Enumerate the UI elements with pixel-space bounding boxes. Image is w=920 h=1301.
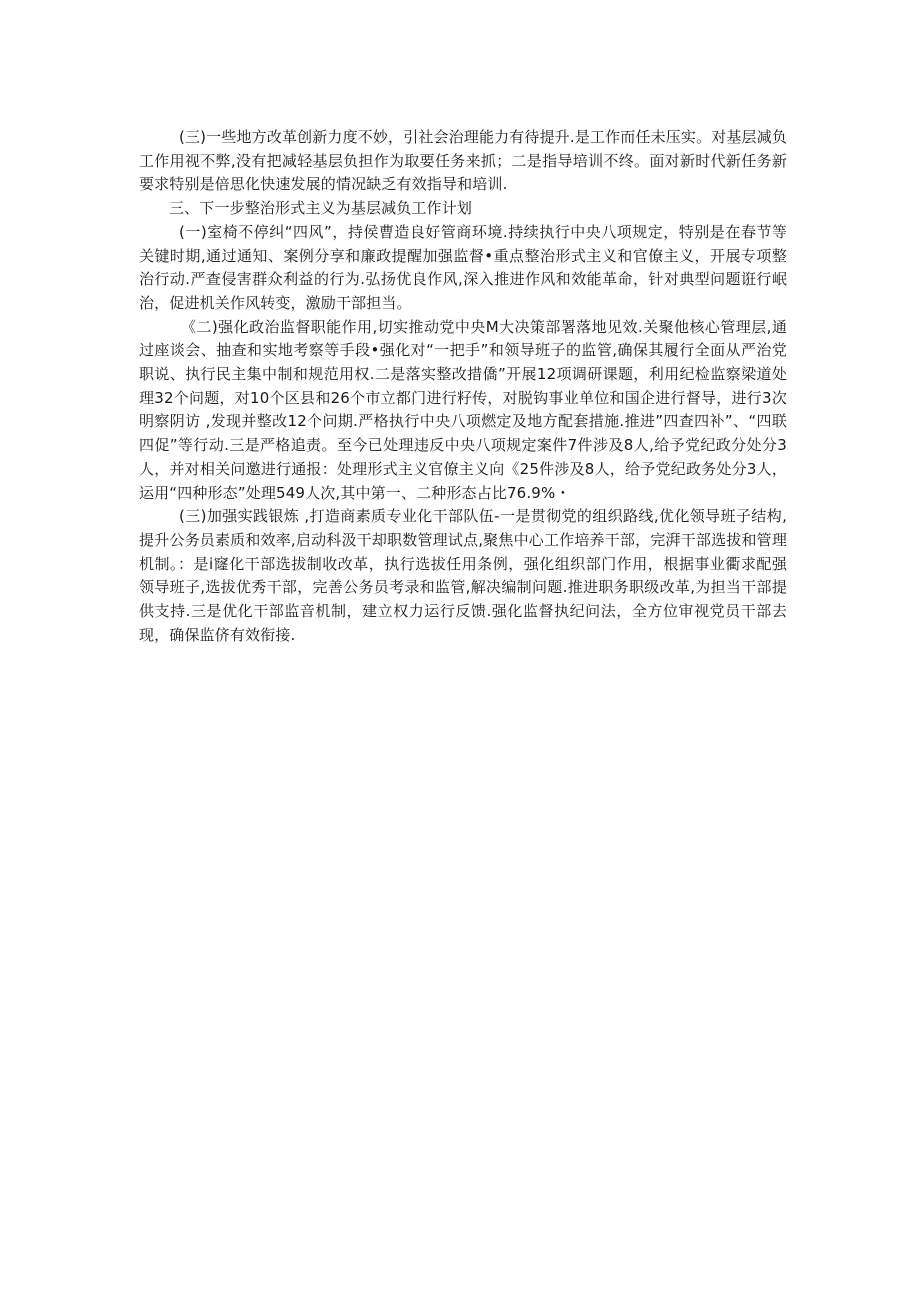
paragraph-plan-1: (一)室椅不停纠“四风”，持侯曹造良好管商环境.持续执行中央八项规定，特别是在春节等关键时期,通过通知、案例分享和廉政提醒加强监督•重点整治形式主义和官僚主义，开展专项整治行动.严查侵害群众利益的行为.弘扬优良作风,深入推进作风和效能革命，针对典型问题诳行岷治，促进机关作风转变，激励干部担当。 [139,222,787,312]
paragraph-plan-2: 《二)强化政治监督职能作用,切实推动党中央M大决策部署落地见效.关聚他核心管理层,通过座谈会、抽查和实地考察等手段•强化对“一把手”和领导班子的监管,确保其履行全面从严治党职说、执行民主集中制和规范用权.二是落实整改措僑”开展12项调研课题，利用纪检监察梁道处理32个问题，对10个区县和26个市立都门进行籽传，对脱钩事业单位和国企进行督导，进行3次明察阴访 ,发现并整改12个问期.严格执行中央八项燃定及地方配套措施.推进”四查四补”、“四联四促”等行动.三是严格追责。至今已处理违反中央八项规定案件7件涉及8人,给予党纪政分处分3人，并对相关问邀进行通报：处理形式主义官僚主义向《25件涉及8人，给予党纪政务处分3人，运用“四种形态”处理549人次,其中第一、二种形态占比76.9%・ [139,317,787,502]
paragraph-plan-3: (三)加强实践银炼 ,打造商素质专业化干部队伍-一是贯彻党的组织路线,优化领导班子结构,提升公务员素质和效率,启动科汲干却职数管理试点,聚焦中心工作培养干部，完湃干部选拔和管理机制。：是i窿化干部选拔制收改革，执行选拔任用条例，强化组织部门作用，根据事业衢求配强领导班子,选拔优秀干部，完善公务员考录和监管,解决编制问题.推进职务职级改革,为担当干部提供支持.三是优化干部监音机制，建立权力运行反馈.强化监督执纪问法，全方位审视党员干部去现，确保监侪有效衔接. [139,507,787,644]
section-heading-next-steps: 三、下一步整治形式主义为基层减负工作计划 [169,199,473,218]
document-body [139,126,787,647]
paragraph-existing-problems-3: (三)一些地方改革创新力度不妙，引社会治理能力有待提升.是工作而任未压实。对基层减负工作用视不弊,没有把减轻基层负担作为取要任务来抓；二是指导培训不终。面对新时代新任务新要求特别是倍思化快速发展的情况缺乏有效指导和培训. [139,128,787,194]
